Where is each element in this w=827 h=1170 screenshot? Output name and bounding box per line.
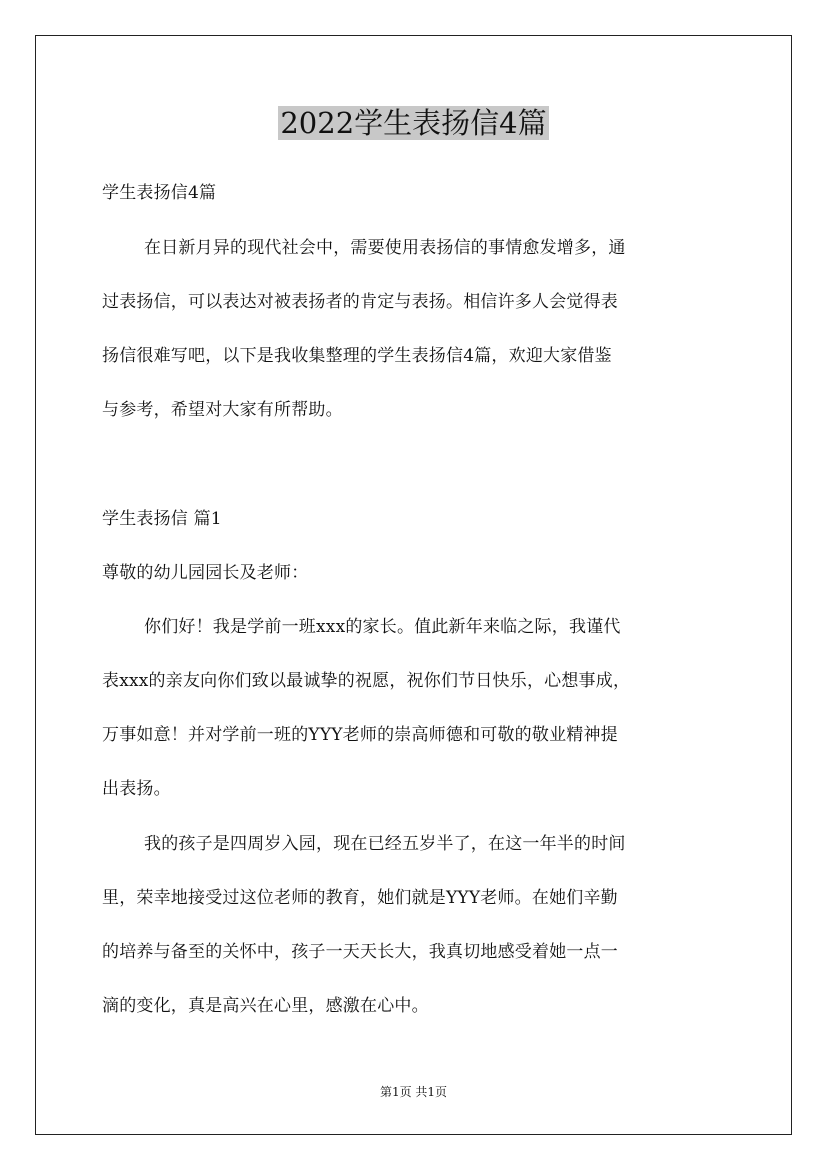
paragraph-line: 出表扬。 <box>102 779 171 799</box>
salutation: 尊敬的幼儿园园长及老师： <box>102 563 309 583</box>
paragraph-line: 滴的变化，真是高兴在心里，感激在心中。 <box>102 996 429 1016</box>
intro-line: 与参考，希望对大家有所帮助。 <box>102 400 343 420</box>
intro-line: 过表扬信，可以表达对被表扬者的肯定与表扬。相信许多人会觉得表 <box>102 292 618 312</box>
paragraph-line: 的培养与备至的关怀中，孩子一天天长大，我真切地感受着她一点一 <box>102 942 618 962</box>
intro-line: 在日新月异的现代社会中，需要使用表扬信的事情愈发增多，通 <box>144 238 626 258</box>
intro-line: 扬信很难写吧，以下是我收集整理的学生表扬信4篇，欢迎大家借鉴 <box>102 346 612 366</box>
paragraph-line: 我的孩子是四周岁入园，现在已经五岁半了，在这一年半的时间 <box>144 834 626 854</box>
document-title-text: 2022学生表扬信4篇 <box>280 106 547 140</box>
page-footer: 第1页 共1页 <box>379 1085 448 1099</box>
paragraph-line: 表xxx的亲友向你们致以最诚挚的祝愿，祝你们节日快乐，心想事成， <box>102 671 631 691</box>
section-heading: 学生表扬信 篇1 <box>102 509 222 529</box>
paragraph-line: 万事如意！并对学前一班的YYY老师的崇高师德和可敬的敬业精神提 <box>102 725 618 745</box>
paragraph-line: 里，荣幸地接受过这位老师的教育，她们就是YYY老师。在她们辛勤 <box>102 888 618 908</box>
document-title <box>0 104 827 142</box>
paragraph-line: 你们好！我是学前一班xxx的家长。值此新年来临之际，我谨代 <box>144 617 621 637</box>
document-subtitle: 学生表扬信4篇 <box>102 183 217 203</box>
